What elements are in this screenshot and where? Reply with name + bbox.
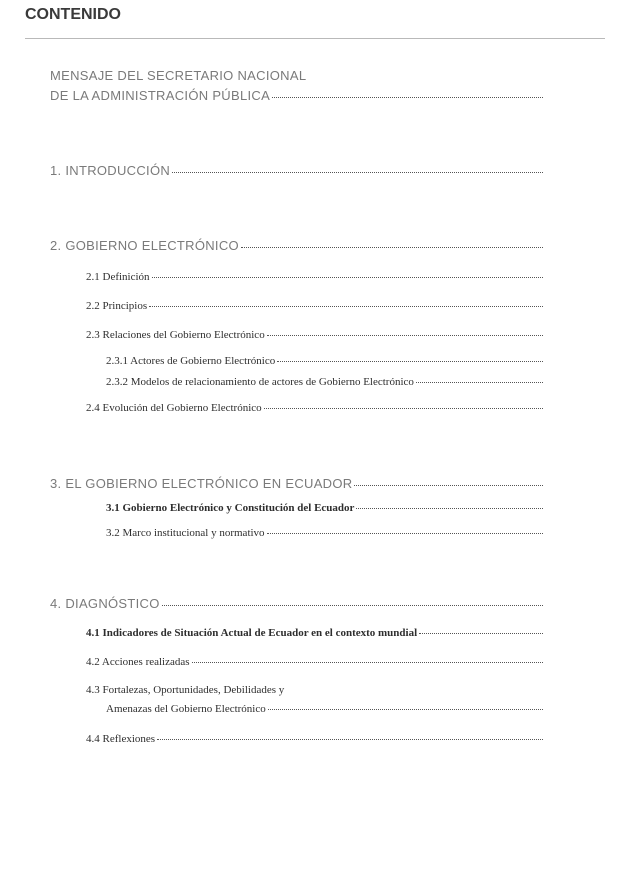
toc-entry-4-4[interactable] — [86, 733, 543, 745]
dot-leader — [272, 97, 543, 98]
toc-entry-gobierno-ecuador[interactable] — [50, 476, 543, 491]
toc-entry-2-3[interactable] — [86, 329, 543, 341]
dot-leader — [419, 633, 543, 634]
toc-entry-label: 2.3.2 Modelos de relacionamiento de actores de Gobierno Electrónico — [106, 376, 414, 388]
dot-leader — [267, 533, 543, 534]
toc-entry-label: DE LA ADMINISTRACIÓN PÚBLICA — [50, 88, 271, 103]
toc-entry-3-2[interactable] — [106, 527, 543, 539]
toc-entry-4-3[interactable] — [106, 703, 543, 715]
toc-entry-2-2[interactable] — [86, 300, 543, 312]
dot-leader — [354, 485, 543, 486]
toc-entry-label: Amenazas del Gobierno Electrónico — [106, 703, 266, 715]
dot-leader — [172, 172, 543, 173]
dot-leader — [192, 662, 543, 663]
dot-leader — [157, 739, 543, 740]
toc-entry-mensaje[interactable] — [50, 88, 543, 103]
toc-entry-mensaje-line1: MENSAJE DEL SECRETARIO NACIONAL — [50, 68, 307, 83]
toc-entry-2-1[interactable] — [86, 271, 543, 283]
toc-entry-4-1[interactable] — [86, 627, 543, 639]
toc-entry-label: 4.4 Reflexiones — [86, 733, 156, 745]
toc-entry-label: 2.3.1 Actores de Gobierno Electrónico — [106, 355, 276, 367]
toc-entry-label: 4. DIAGNÓSTICO — [50, 596, 160, 611]
dot-leader — [264, 408, 543, 409]
toc-entry-label: 3. EL GOBIERNO ELECTRÓNICO EN ECUADOR — [50, 476, 353, 491]
toc-entry-4-2[interactable] — [86, 656, 543, 668]
dot-leader — [268, 709, 543, 710]
toc-entry-label: 2. GOBIERNO ELECTRÓNICO — [50, 238, 239, 253]
toc-entry-label: 2.4 Evolución del Gobierno Electrónico — [86, 402, 262, 414]
toc-entry-label: 3.2 Marco institucional y normativo — [106, 527, 265, 539]
toc-entry-3-1[interactable] — [106, 502, 543, 514]
dot-leader — [416, 382, 543, 383]
toc-entry-2-4[interactable] — [86, 402, 543, 414]
toc-entry-gobierno-electronico[interactable] — [50, 238, 543, 253]
toc-entry-label: 4.2 Acciones realizadas — [86, 656, 190, 668]
toc-entry-label: 4.1 Indicadores de Situación Actual de Ecuador en el contexto mundial — [86, 627, 418, 639]
toc-entry-2-3-1[interactable] — [106, 355, 543, 367]
toc-entry-2-3-2[interactable] — [106, 376, 543, 388]
toc-entry-4-3-line1: 4.3 Fortalezas, Oportunidades, Debilidades y — [86, 684, 285, 696]
toc-entry-label: 2.3 Relaciones del Gobierno Electrónico — [86, 329, 265, 341]
dot-leader — [277, 361, 543, 362]
toc-entry-label: 1. INTRODUCCIÓN — [50, 163, 171, 178]
toc-entry-label: 2.1 Definición — [86, 271, 150, 283]
dot-leader — [152, 277, 543, 278]
dot-leader — [356, 508, 543, 509]
dot-leader — [162, 605, 543, 606]
toc-entry-label: 2.2 Principios — [86, 300, 148, 312]
dot-leader — [241, 247, 543, 248]
page-title: CONTENIDO — [25, 6, 121, 23]
title-divider — [25, 38, 605, 39]
dot-leader — [267, 335, 543, 336]
dot-leader — [149, 306, 543, 307]
toc-entry-label: 3.1 Gobierno Electrónico y Constitución del Ecuador — [106, 502, 355, 514]
toc-entry-introduccion[interactable] — [50, 163, 543, 178]
toc-entry-diagnostico[interactable] — [50, 596, 543, 611]
